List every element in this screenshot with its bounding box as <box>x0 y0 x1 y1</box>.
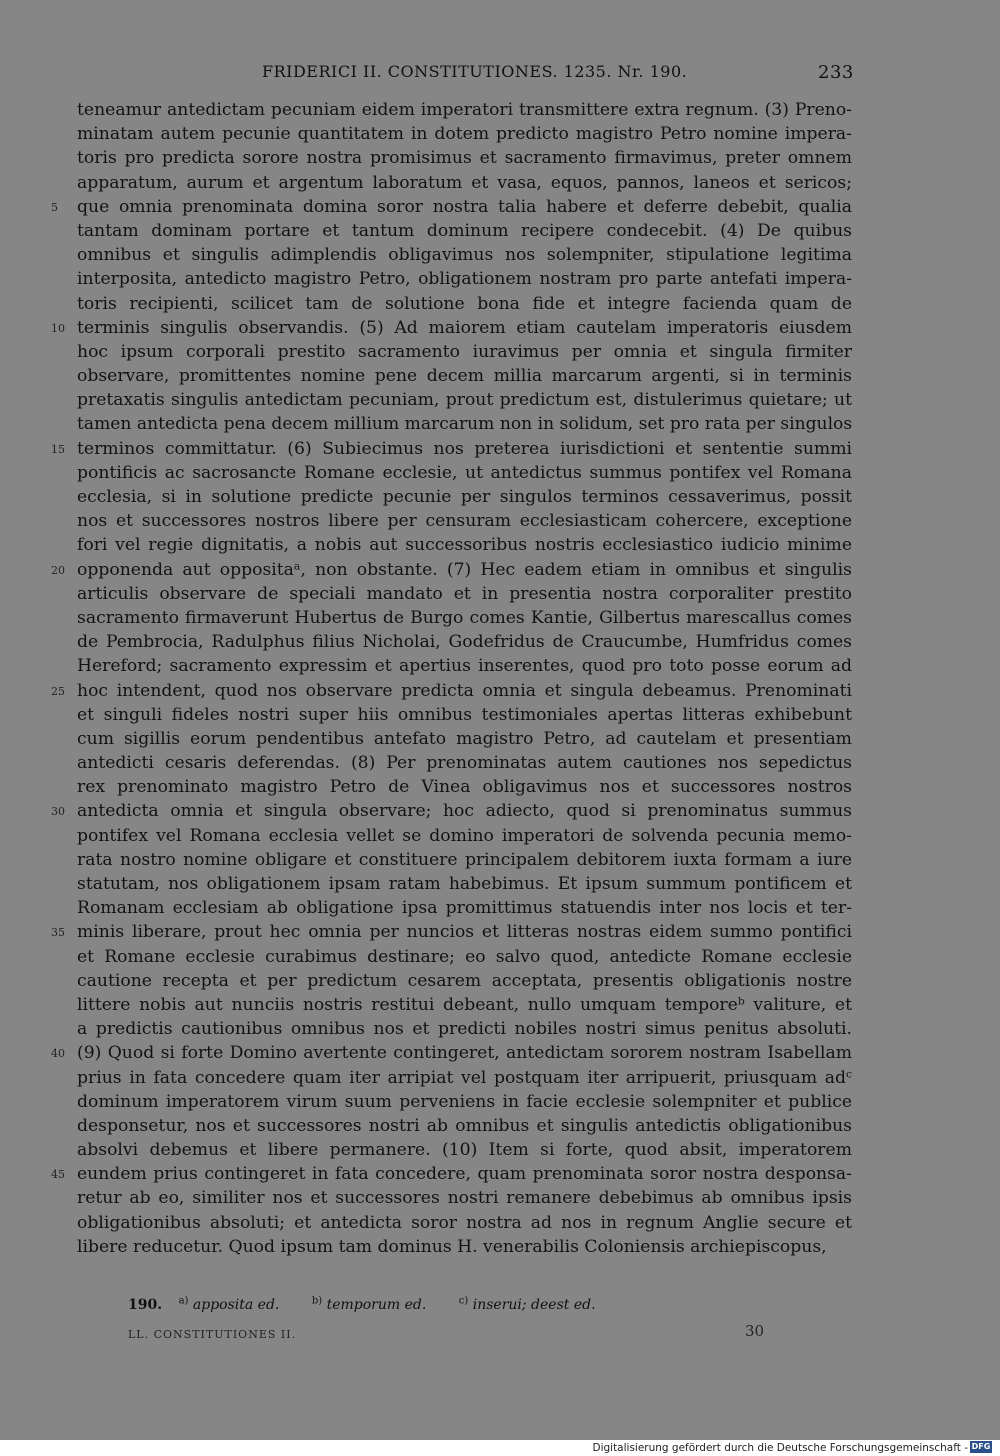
text-line <box>51 1041 852 1065</box>
line-text: absolvi debemus et libere permanere. (10) Item si forte, quod absit, imperatorem <box>77 1140 852 1161</box>
text-line <box>77 896 852 920</box>
line-text: Romanam ecclesiam ab obligatione ipsa promittimus statuendis inter nos locis et ter- <box>77 898 852 919</box>
text-line <box>77 122 852 146</box>
line-text: nos et successores nostros libere per censuram ecclesiasticam cohercere, exceptione <box>77 511 852 532</box>
text-line <box>77 775 852 799</box>
line-text: que omnia prenominata domina soror nostra talia habere et deferre debebit, qualia <box>77 196 852 217</box>
line-text: minatam autem pecunie quantitatem in dotem predicto magistro Petro nomine impera- <box>77 124 852 145</box>
line-text: (9) Quod si forte Domino avertente contingeret, antedictam sororem nostram Isabellam <box>77 1043 852 1064</box>
line-text: cum sigillis eorum pendentibus antefato magistro Petro, ad cautelam et presentiam <box>77 728 852 749</box>
text-line <box>51 799 852 823</box>
text-line <box>77 171 852 195</box>
running-head: FRIDERICI II. CONSTITUTIONES. 1235. Nr. 190. <box>262 62 688 81</box>
text-line <box>77 945 852 969</box>
text-line <box>77 727 852 751</box>
line-text: retur ab eo, similiter nos et successores nostri remanere debebimus ab omnibus ipsis <box>77 1188 852 1209</box>
text-line <box>77 872 852 896</box>
line-text: et singuli fideles nostri super hiis omnibus testimoniales apertas litteras exhibebunt <box>77 704 852 725</box>
text-line <box>77 1235 852 1259</box>
text-line <box>77 582 852 606</box>
line-text: hoc ipsum corporali prestito sacramento iuravimus per omnia et singula firmiter <box>77 341 852 362</box>
line-text: fori vel regie dignitatis, a nobis aut successoribus nostris ecclesiastico iudicio minime <box>77 535 852 556</box>
line-text: pretaxatis singulis antedictam pecuniam, prout predictum est, distulerimus quietare; ut <box>77 390 852 411</box>
text-line <box>77 533 852 557</box>
text-line <box>51 195 852 219</box>
line-text: toris recipienti, scilicet tam de solutione bona fide et integre facienda quam de <box>77 293 852 314</box>
text-line <box>77 340 852 364</box>
line-text: articulis observare de speciali mandato et in presentia nostra corporaliter prestito <box>77 583 852 604</box>
footnote-text: temporum ed. <box>326 1296 427 1313</box>
line-number: 40 <box>51 1047 65 1061</box>
text-line <box>77 267 852 291</box>
sheet-number: 30 <box>745 1322 765 1340</box>
line-text: eundem prius contingeret in fata concedere, quam prenominata soror nostra desponsa- <box>77 1164 852 1185</box>
footnote-text: apposita ed. <box>192 1296 280 1313</box>
line-text: interposita, antedicto magistro Petro, obligationem nostram pro parte antefati impera- <box>77 269 852 290</box>
line-number: 15 <box>51 442 65 456</box>
text-line <box>51 316 852 340</box>
line-text: terminis singulis observandis. (5) Ad maiorem etiam cautelam imperatoris eiusdem <box>77 317 852 338</box>
line-text: dominum imperatorem virum suum perveniens in facie ecclesie solempniter et publice <box>77 1091 852 1112</box>
footnote-mark: c) <box>458 1295 469 1306</box>
text-line <box>77 146 852 170</box>
line-text: observare, promittentes nomine pene decem millia marcarum argenti, si in terminis <box>77 366 852 387</box>
footnote-doc-number: 190. <box>128 1296 163 1313</box>
line-text: libere reducetur. Quod ipsum tam dominus H. venerabilis Coloniensis archiepiscopus, <box>77 1236 827 1257</box>
line-text: Hereford; sacramento expressim et apertius inserentes, quod pro toto posse eorum ad <box>77 656 852 677</box>
text-line <box>77 993 852 1017</box>
footnote-mark: b) <box>311 1295 323 1306</box>
line-text: teneamur antedictam pecuniam eidem imperatori transmittere extra regnum. (3) Preno- <box>77 100 852 120</box>
line-text: opponenda aut oppositaᵃ, non obstante. (7) Hec eadem etiam in omnibus et singulis <box>77 559 852 580</box>
line-text: antedicta omnia et singula observare; hoc adiecto, quod si prenominatus summus <box>77 801 852 822</box>
dfg-logo-icon: DFG <box>971 1442 991 1451</box>
line-text: minis liberare, prout hec omnia per nuncios et litteras nostras eidem summo pontifici <box>77 922 852 943</box>
line-number: 25 <box>51 684 65 698</box>
text-line <box>77 1090 852 1114</box>
line-number: 20 <box>51 563 65 577</box>
text-line <box>77 1186 852 1210</box>
text-line <box>51 437 852 461</box>
line-text: pontificis ac sacrosancte Romane ecclesie, ut antedictus summus pontifex vel Romana <box>77 462 852 483</box>
text-line <box>77 703 852 727</box>
line-text: sacramento firmaverunt Hubertus de Burgo comes Kantie, Gilbertus marescallus comes <box>77 607 852 628</box>
text-line <box>77 630 852 654</box>
line-text: toris pro predicta sorore nostra promisimus et sacramento firmavimus, preter omnem <box>77 148 852 169</box>
text-line <box>51 1162 852 1186</box>
text-line <box>77 243 852 267</box>
text-line <box>77 654 852 678</box>
line-text: pontifex vel Romana ecclesia vellet se domino imperatori de solvenda pecunia memo- <box>77 825 852 846</box>
line-number: 35 <box>51 926 65 940</box>
footnotes <box>128 1295 624 1313</box>
body-text <box>51 98 853 1259</box>
line-text: antedicti cesaris deferendas. (8) Per prenominatas autem cautiones nos sepedictus <box>77 753 852 774</box>
line-text: apparatum, aurum et argentum laboratum et vasa, equos, pannos, laneos et sericos; <box>77 172 852 193</box>
text-line <box>77 412 852 436</box>
line-text: a predictis cautionibus omnibus nos et predicti nobiles nostri simus penitus absoluti. <box>77 1019 852 1040</box>
footnote-mark: a) <box>178 1295 189 1306</box>
line-text: desponsetur, nos et successores nostri ab omnibus et singulis antedictis obligationibus <box>77 1115 852 1136</box>
text-line <box>77 1066 852 1090</box>
text-line <box>51 920 852 944</box>
footnote-text: inserui; deest ed. <box>472 1296 596 1313</box>
text-line <box>77 1138 852 1162</box>
text-line <box>77 751 852 775</box>
text-line <box>77 848 852 872</box>
line-number: 10 <box>51 321 65 335</box>
footnote-a <box>179 1297 280 1313</box>
text-line <box>77 461 852 485</box>
text-line <box>77 219 852 243</box>
line-text: terminos committatur. (6) Subiecimus nos preterea iurisdictioni et sententie summi <box>77 438 852 459</box>
text-line <box>77 292 852 316</box>
text-line <box>51 679 852 703</box>
text-line <box>77 388 852 412</box>
line-text: de Pembrocia, Radulphus filius Nicholai, Godefridus de Craucumbe, Humfridus comes <box>77 632 852 653</box>
page-number: 233 <box>818 62 854 83</box>
line-text: tamen antedicta pena decem millium marcarum non in solidum, set pro rata per singulos <box>77 414 853 435</box>
text-line <box>51 558 852 582</box>
text-line <box>77 509 852 533</box>
digitization-credit: Digitalisierung gefördert durch die Deutsche Forschungsgemeinschaft - <box>592 1442 968 1454</box>
line-text: ecclesia, si in solutione predicte pecunie per singulos terminos cessaverimus, possit <box>77 487 852 507</box>
footnote-c <box>459 1297 596 1313</box>
line-number: 45 <box>51 1168 65 1182</box>
line-text: statutam, nos obligationem ipsam ratam habebimus. Et ipsum summum pontificem et <box>77 874 852 894</box>
line-text: hoc intendent, quod nos observare predicta omnia et singula debeamus. Prenominati <box>77 680 852 701</box>
line-number: 5 <box>51 200 58 214</box>
line-text: tantam dominam portare et tantum dominum recipere condecebit. (4) De quibus <box>77 220 852 241</box>
line-text: omnibus et singulis adimplendis obligavimus nos solempniter, stipulatione legitima <box>77 245 852 266</box>
line-number: 30 <box>51 805 65 819</box>
footnote-b <box>312 1297 426 1313</box>
signature-mark: LL. CONSTITUTIONES II. <box>128 1328 297 1341</box>
text-line <box>77 485 852 509</box>
line-text: obligationibus absoluti; et antedicta soror nostra ad nos in regnum Anglie secure et <box>77 1212 852 1233</box>
line-text: prius in fata concedere quam iter arripiat vel postquam iter arripuerit, priusquam adᶜ <box>77 1067 852 1088</box>
text-line <box>77 824 852 848</box>
line-text: cautione recepta et per predictum cesarem acceptata, presentis obligationis nostre <box>77 970 852 991</box>
line-text: littere nobis aut nunciis nostris restitui debeant, nullo umquam temporeᵇ valiture, et <box>77 994 852 1015</box>
text-line <box>77 1017 852 1041</box>
text-line <box>77 98 852 122</box>
text-line <box>77 364 852 388</box>
line-text: et Romane ecclesie curabimus destinare; eo salvo quod, antedicte Romane ecclesie <box>77 946 852 967</box>
line-text: rex prenominato magistro Petro de Vinea obligavimus nos et successores nostros <box>77 777 852 798</box>
text-line <box>77 1211 852 1235</box>
text-line <box>77 969 852 993</box>
text-line <box>77 606 852 630</box>
text-line <box>77 1114 852 1138</box>
line-text: rata nostro nomine obligare et constituere principalem debitorem iuxta formam a iure <box>77 849 852 870</box>
